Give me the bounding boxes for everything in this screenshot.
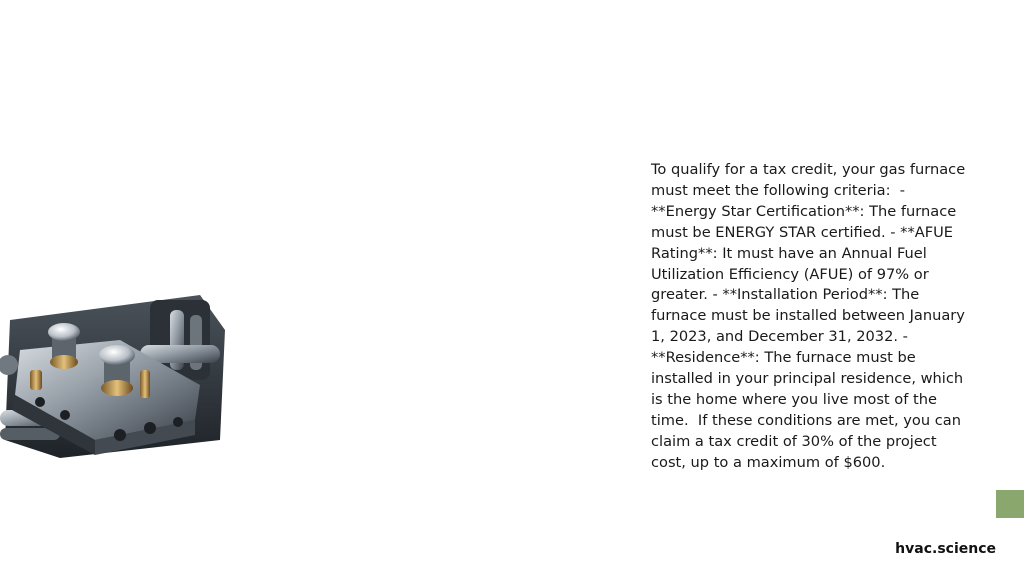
tax-credit-paragraph: To qualify for a tax credit, your gas furnace must meet the following criteria: - **Energy Star Certification**: The furnace must be ENERGY STAR certified. - **AFUE Rating**: It must have an Annual Fuel Utilization Efficiency (AFUE) of 97% or greater. - **Installation Period**: The furnace must be installed between January 1, 2023, and December 31, 2032. - **Residence**: The furnace must be installed in your principal residence, which is the home where you live most of the time. If these conditions are met, you can claim a tax credit of 30% of the project cost, up to a maximum of $600. [651,161,970,471]
furnace-valve-image [0,290,232,460]
site-brand: hvac.science [895,541,996,557]
accent-square [996,490,1024,518]
